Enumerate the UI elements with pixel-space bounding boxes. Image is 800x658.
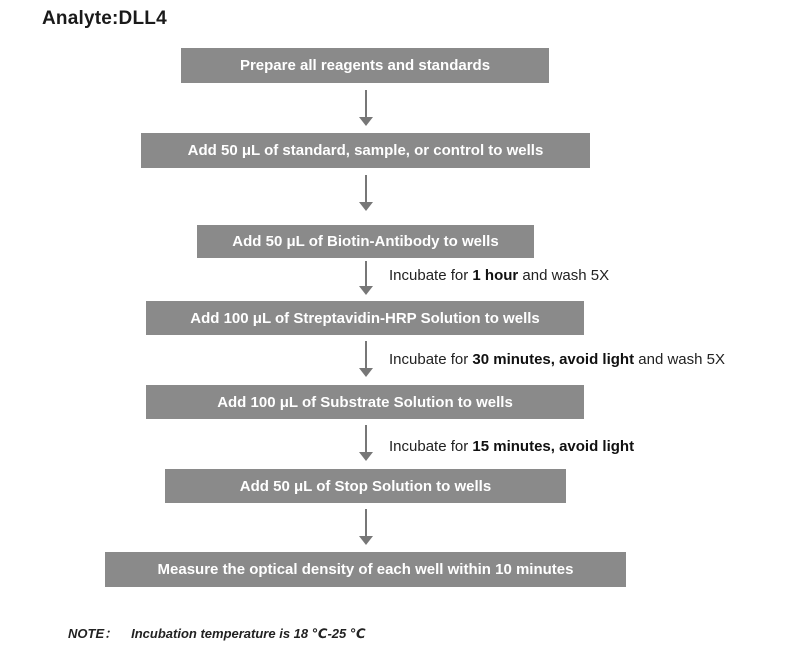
arrow-down-icon (359, 90, 373, 126)
arrow-down-icon (359, 425, 373, 461)
arrow-down-icon (359, 341, 373, 377)
arrow-down-icon (359, 509, 373, 545)
step-add-substrate: Add 100 μL of Substrate Solution to wells (146, 385, 584, 419)
step-measure-optical-density: Measure the optical density of each well within 10 minutes (105, 552, 626, 587)
arrow-down-icon (359, 261, 373, 295)
incubation-note-3: Incubate for 15 minutes, avoid light (389, 438, 635, 455)
note-label: NOTE： (68, 626, 118, 641)
incubation-temperature-note (68, 623, 366, 642)
note-text: Incubation temperature is 18 ℃-25 ℃ (131, 626, 366, 641)
incubation-note-2: Incubate for 30 minutes, avoid light and wash 5X (389, 351, 725, 368)
incubation-note-1: Incubate for 1 hour and wash 5X (389, 267, 610, 284)
step-add-stop-solution: Add 50 μL of Stop Solution to wells (165, 469, 566, 503)
step-add-streptavidin-hrp: Add 100 μL of Streptavidin-HRP Solution to wells (146, 301, 584, 335)
arrow-down-icon (359, 175, 373, 211)
step-add-standard-sample: Add 50 μL of standard, sample, or control to wells (141, 133, 590, 168)
step-add-biotin-antibody: Add 50 μL of Biotin-Antibody to wells (197, 225, 534, 258)
step-prepare-reagents: Prepare all reagents and standards (181, 48, 549, 83)
page-title: Analyte:DLL4 (42, 8, 167, 29)
